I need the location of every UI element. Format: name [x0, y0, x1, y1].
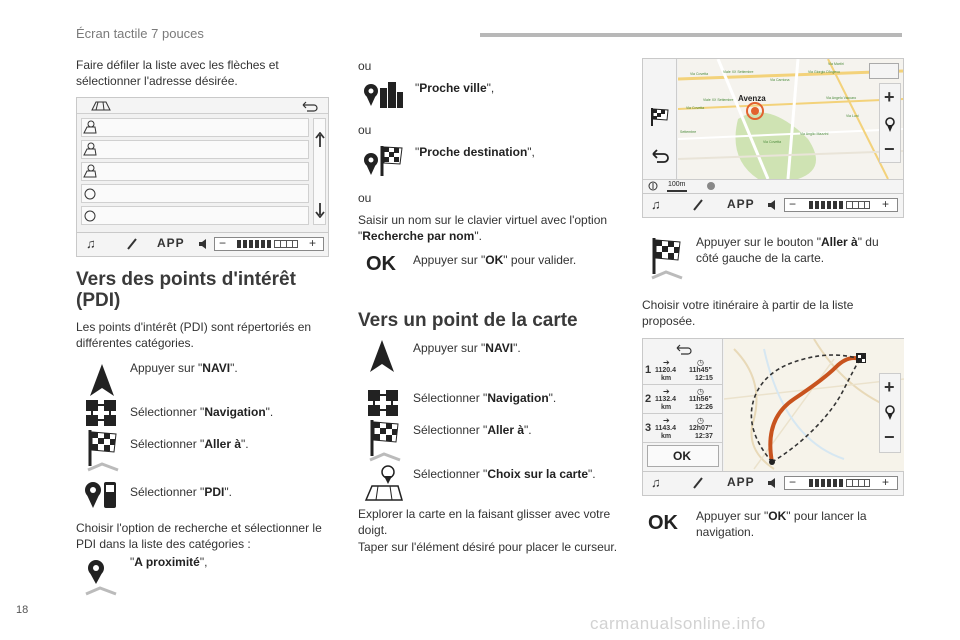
music-icon[interactable]: ♫: [86, 236, 96, 251]
col2-outro2: Taper sur l'élément désiré pour placer le curseur.: [358, 540, 618, 554]
screen-routes: [642, 338, 904, 496]
navigation-icon: [84, 398, 120, 428]
location-dot: [707, 182, 715, 190]
map-street-label: Settembre: [680, 130, 697, 134]
scale-bar: [667, 190, 687, 192]
checkered-flag-icon: [650, 236, 684, 280]
col2-outro1: Explorer la carte en la faisant glisser avec votre doigt.: [358, 507, 611, 537]
scale-label: 100m: [668, 181, 686, 188]
arrow-right-icon: ➔: [663, 358, 670, 367]
list-topbar: [77, 98, 328, 114]
app-button[interactable]: APP: [727, 475, 755, 489]
map-street-label: Viale XX Settembre: [703, 98, 734, 102]
route-number: 1: [645, 364, 652, 376]
ok-icon: OK: [648, 512, 678, 534]
volume-empty: [846, 201, 870, 209]
map-street-label: Viale XX Settembre: [723, 70, 754, 74]
col3-choose: Choisir votre itinéraire à partir de la liste proposée.: [642, 298, 854, 328]
route-duration: 11h56": [689, 396, 712, 403]
col1-intro: Faire défiler la liste avec les flèches et sélectionner l'adresse désirée.: [76, 58, 279, 88]
arrow-right-icon: ➔: [663, 387, 670, 396]
map-street-label: Via Angelo Vaccaro: [826, 96, 857, 100]
volume-empty: [274, 240, 298, 248]
map-pin-icon: [83, 164, 97, 179]
volume-icon[interactable]: [767, 199, 777, 211]
map-street-label: Via Covetta: [686, 106, 705, 110]
map-street-label: Via Martiri: [828, 62, 844, 66]
route-duration: 12h07": [689, 425, 713, 432]
screen-map: [642, 58, 904, 218]
volume-level: [237, 240, 273, 248]
volume-empty: [846, 479, 870, 487]
zoom-in-icon[interactable]: +: [884, 87, 895, 107]
music-icon[interactable]: ♫: [651, 197, 661, 212]
col1-step2: Sélectionner "Navigation".: [130, 405, 274, 419]
minus-icon[interactable]: −: [219, 236, 227, 250]
screen-list: [76, 97, 329, 257]
route-duration: 11h45": [689, 367, 712, 374]
navi-arrow-icon: [368, 338, 396, 374]
volume-icon[interactable]: [767, 477, 777, 489]
route-eta: 12:26: [695, 404, 713, 411]
map-choice-icon: [364, 464, 404, 504]
list-row-4[interactable]: [81, 184, 309, 203]
arrow-down-icon[interactable]: [315, 202, 325, 218]
col1-step3: Sélectionner "Aller à".: [130, 437, 249, 451]
proximity-pin-icon: [84, 558, 118, 598]
col2-ok-text: Appuyer sur "OK" pour valider.: [413, 253, 577, 267]
col2-s4: Sélectionner "Choix sur la carte".: [413, 467, 596, 481]
checkered-flag-icon[interactable]: [649, 106, 671, 128]
route-distance: 1143.4: [655, 425, 677, 432]
volume-level: [809, 479, 845, 487]
navi-arrow-icon: [88, 362, 116, 398]
col2-opt3: "Proche destination",: [415, 145, 535, 159]
clock-icon: ◷: [697, 358, 704, 367]
route-unit: km: [661, 375, 672, 382]
poi-icon[interactable]: [884, 405, 896, 421]
zoom-out-icon[interactable]: −: [884, 427, 895, 447]
volume-level: [809, 201, 845, 209]
clock-icon: ◷: [697, 387, 704, 396]
arrow-up-icon[interactable]: [315, 132, 325, 148]
destination-poi-icon: [362, 142, 404, 180]
list-row-2[interactable]: [81, 140, 309, 159]
map-icon[interactable]: [90, 100, 112, 112]
col2-keyboard: Saisir un nom sur le clavier virtuel avec l'option "Recherche par nom".: [358, 213, 608, 243]
map-street-label: Via Covetta: [690, 72, 709, 76]
watermark: carmanualsonline.info: [590, 614, 766, 633]
route-number: 2: [645, 393, 652, 405]
map-mode-button[interactable]: [869, 63, 899, 79]
zoom-in-icon[interactable]: +: [884, 377, 895, 397]
route-row[interactable]: [643, 386, 723, 414]
col2-s1: Appuyer sur "NAVI".: [413, 341, 521, 355]
ok-icon: OK: [366, 253, 396, 275]
map-street-label: Via Carriona: [770, 78, 790, 82]
arrow-right-icon: ➔: [663, 416, 670, 425]
location-icon: [83, 187, 97, 201]
zoom-out-icon[interactable]: −: [884, 139, 895, 159]
col1-step4: Sélectionner "PDI".: [130, 485, 232, 499]
col2-opt2: "Proche ville",: [415, 81, 495, 95]
minus-icon[interactable]: −: [789, 197, 797, 211]
plus-icon[interactable]: +: [882, 197, 890, 211]
city-poi-icon: [362, 80, 404, 110]
map-pin-icon: [83, 142, 97, 157]
map-street-label: Via Luni: [846, 114, 859, 118]
page-number: 18: [16, 604, 29, 616]
music-icon[interactable]: ♫: [651, 475, 661, 490]
route-row[interactable]: [643, 357, 723, 385]
col2-ou1: ou: [358, 59, 372, 73]
col2-section-title: Vers un point de la carte: [358, 310, 578, 331]
phone-icon[interactable]: [691, 476, 705, 490]
col2-s2: Sélectionner "Navigation".: [413, 391, 557, 405]
header-title: Écran tactile 7 pouces: [76, 26, 204, 41]
list-row-3[interactable]: [81, 162, 309, 181]
map-street-label: Via Anglio Mazzini: [800, 132, 829, 136]
route-ok-label: OK: [673, 449, 691, 463]
back-icon[interactable]: [299, 100, 319, 112]
col2-ou3: ou: [358, 191, 372, 205]
poi-fuel-icon: [84, 478, 120, 510]
route-unit: km: [661, 404, 672, 411]
route-eta: 12:15: [695, 375, 713, 382]
clock-icon: ◷: [697, 416, 704, 425]
col1-section-intro: Les points d'intérêt (PDI) sont répertoriés en différentes catégories.: [76, 320, 312, 350]
checkered-flag-icon: [368, 418, 402, 462]
plus-icon[interactable]: +: [882, 475, 890, 489]
route-map[interactable]: [724, 339, 904, 471]
map-street-label: Via Giorgio D'Ingevo: [808, 70, 840, 74]
volume-icon[interactable]: [198, 238, 208, 250]
col1-outro: Choisir l'option de recherche et sélectionner le PDI dans la liste des catégories :: [76, 521, 322, 551]
phone-icon[interactable]: [125, 237, 139, 251]
list-row-1[interactable]: [81, 118, 309, 137]
app-button[interactable]: APP: [727, 197, 755, 211]
app-button[interactable]: APP: [157, 236, 185, 250]
map-pin-icon: [83, 120, 97, 135]
map-city-label: Avenza: [738, 94, 766, 103]
poi-icon[interactable]: [884, 117, 896, 133]
col2-s3: Sélectionner "Aller à".: [413, 423, 532, 437]
col1-opt1: "A proximité",: [130, 555, 208, 569]
route-number: 3: [645, 422, 652, 434]
route-distance: 1120.4: [655, 367, 677, 374]
col2-ou2: ou: [358, 123, 372, 137]
route-eta: 12:37: [695, 433, 713, 440]
col1-section-title: Vers des points d'intérêt (PDI): [76, 269, 296, 311]
col1-step1: Appuyer sur "NAVI".: [130, 361, 238, 375]
back-icon[interactable]: [649, 147, 671, 165]
compass-icon[interactable]: [647, 181, 659, 191]
col3-final: Appuyer sur "OK" pour lancer la navigation.: [696, 509, 867, 539]
minus-icon[interactable]: −: [789, 475, 797, 489]
header-bar: [480, 33, 902, 37]
back-icon[interactable]: [673, 343, 693, 355]
route-unit: km: [661, 433, 672, 440]
location-icon: [83, 209, 97, 223]
route-distance: 1132.4: [655, 396, 677, 403]
phone-icon[interactable]: [691, 198, 705, 212]
route-row[interactable]: [643, 415, 723, 443]
map-street-label: Via Covetta: [763, 140, 782, 144]
navigation-icon: [366, 388, 402, 418]
col3-goto: Appuyer sur le bouton "Aller à" du côté gauche de la carte.: [696, 235, 879, 265]
checkered-flag-icon: [86, 428, 120, 472]
plus-icon[interactable]: +: [309, 236, 317, 250]
list-row-5[interactable]: [81, 206, 309, 225]
